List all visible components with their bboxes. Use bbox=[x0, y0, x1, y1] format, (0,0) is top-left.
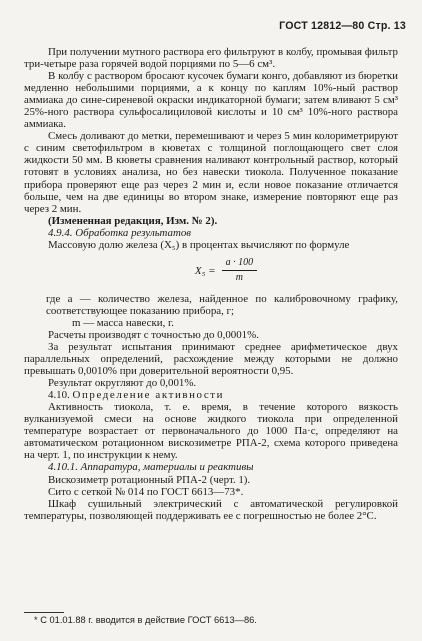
iron-fraction-formula bbox=[54, 253, 398, 289]
formula-denominator: m bbox=[235, 272, 243, 284]
amendment-note: (Измененная редакция, Изм. № 2). bbox=[48, 214, 218, 227]
where-a-text: количество железа, найденное по калибровочному графику, соответствующее показанию прибора, г; bbox=[46, 292, 398, 317]
footnote: * С 01.01.88 г. вводится в действие ГОСТ 6613—86. bbox=[34, 615, 257, 625]
formula-lhs: X₅ = bbox=[194, 264, 216, 277]
paragraph-filtering: При получении мутного раствора его фильтруют в колбу, промывая фильтр три-четыре раза горячей водой порциями по 5—6 см³. bbox=[24, 46, 398, 71]
section-4-10-title: Определение активности bbox=[72, 389, 225, 402]
page-header: ГОСТ 12812—80 Стр. 13 bbox=[279, 20, 406, 32]
paragraph-formula-intro: Массовую долю железа (X₅) в процентах вычисляют по формуле bbox=[48, 238, 350, 251]
formula-fraction bbox=[222, 257, 258, 284]
paragraph-viscometer: Вискозиметр ротационный РПА-2 (черт. 1). bbox=[48, 473, 251, 486]
formula-numerator: a · 100 bbox=[222, 257, 258, 271]
paragraph-result: За результат испытания принимают среднее арифметическое двух параллельных определений, расхождение между которыми не должно превышать 0,0010% при доверительной вероятности 0,95. bbox=[24, 340, 398, 378]
section-4-10-heading bbox=[24, 389, 398, 401]
section-4-9-4-heading: 4.9.4. Обработка результатов bbox=[48, 226, 191, 239]
paragraph-activity: Активность тиокола, т. е. время, в течение которого вязкость вулканизуемой смеси на основе жидкого тиокола при определенной температуре возрастает от первоначального до 1000 Па·с, определяют на автоматическом ротационном вискозиметре РПА-2, схема которого приведена на черт. 1, по инструкции к нему. bbox=[24, 401, 398, 462]
paragraph-congo-paper: В колбу с раствором бросают кусочек бумаги конго, добавляют из бюретки медленно небольшими порциями, а к концу по каплям 10%-ный раствор аммиака до сине-сиреневой окраски индикаторной бумаги; затем вливают 5 см³ 25%-ного раствора сульфосалициловой кислоты и 10 см³ 10%-ного раствора аммиака. bbox=[24, 70, 398, 131]
section-4-10-1-heading: 4.10.1. Аппаратура, материалы и реактивы bbox=[48, 461, 254, 474]
where-m-definition: m — масса навески, г. bbox=[72, 316, 175, 329]
paragraph-drying-oven: Шкаф сушильный электрический с автоматической регулировкой температуры, позволяющей поддерживать ее с погрешностью не более 2°С. bbox=[24, 497, 398, 522]
paragraph-precision: Расчеты производят с точностью до 0,0001%. bbox=[48, 328, 259, 341]
footnote-divider bbox=[24, 612, 64, 613]
document-body bbox=[24, 46, 398, 522]
paragraph-rounding: Результат округляют до 0,001%. bbox=[48, 377, 197, 390]
paragraph-sieve: Сито с сеткой № 014 по ГОСТ 6613—73*. bbox=[48, 485, 244, 498]
where-a-key: где a — bbox=[46, 292, 91, 305]
where-a-definition bbox=[24, 293, 398, 317]
section-4-10-number: 4.10. bbox=[48, 389, 70, 402]
paragraph-colorimetry: Смесь доливают до метки, перемешивают и через 5 мин колориметрируют с синим светофильтром в кюветах с толщиной поглощающего свет слоя жидкости 50 мм. В кюветы сравнения наливают контрольный раствор, который готовят в условиях анализа, но без навески тиокола. Полученное показание прибора проверяют еще раз через 2 мин и, если новое показание отличается больше, чем на две единицы во втором знаке, измерение повторяют еще раз через 2 мин. bbox=[24, 130, 398, 215]
